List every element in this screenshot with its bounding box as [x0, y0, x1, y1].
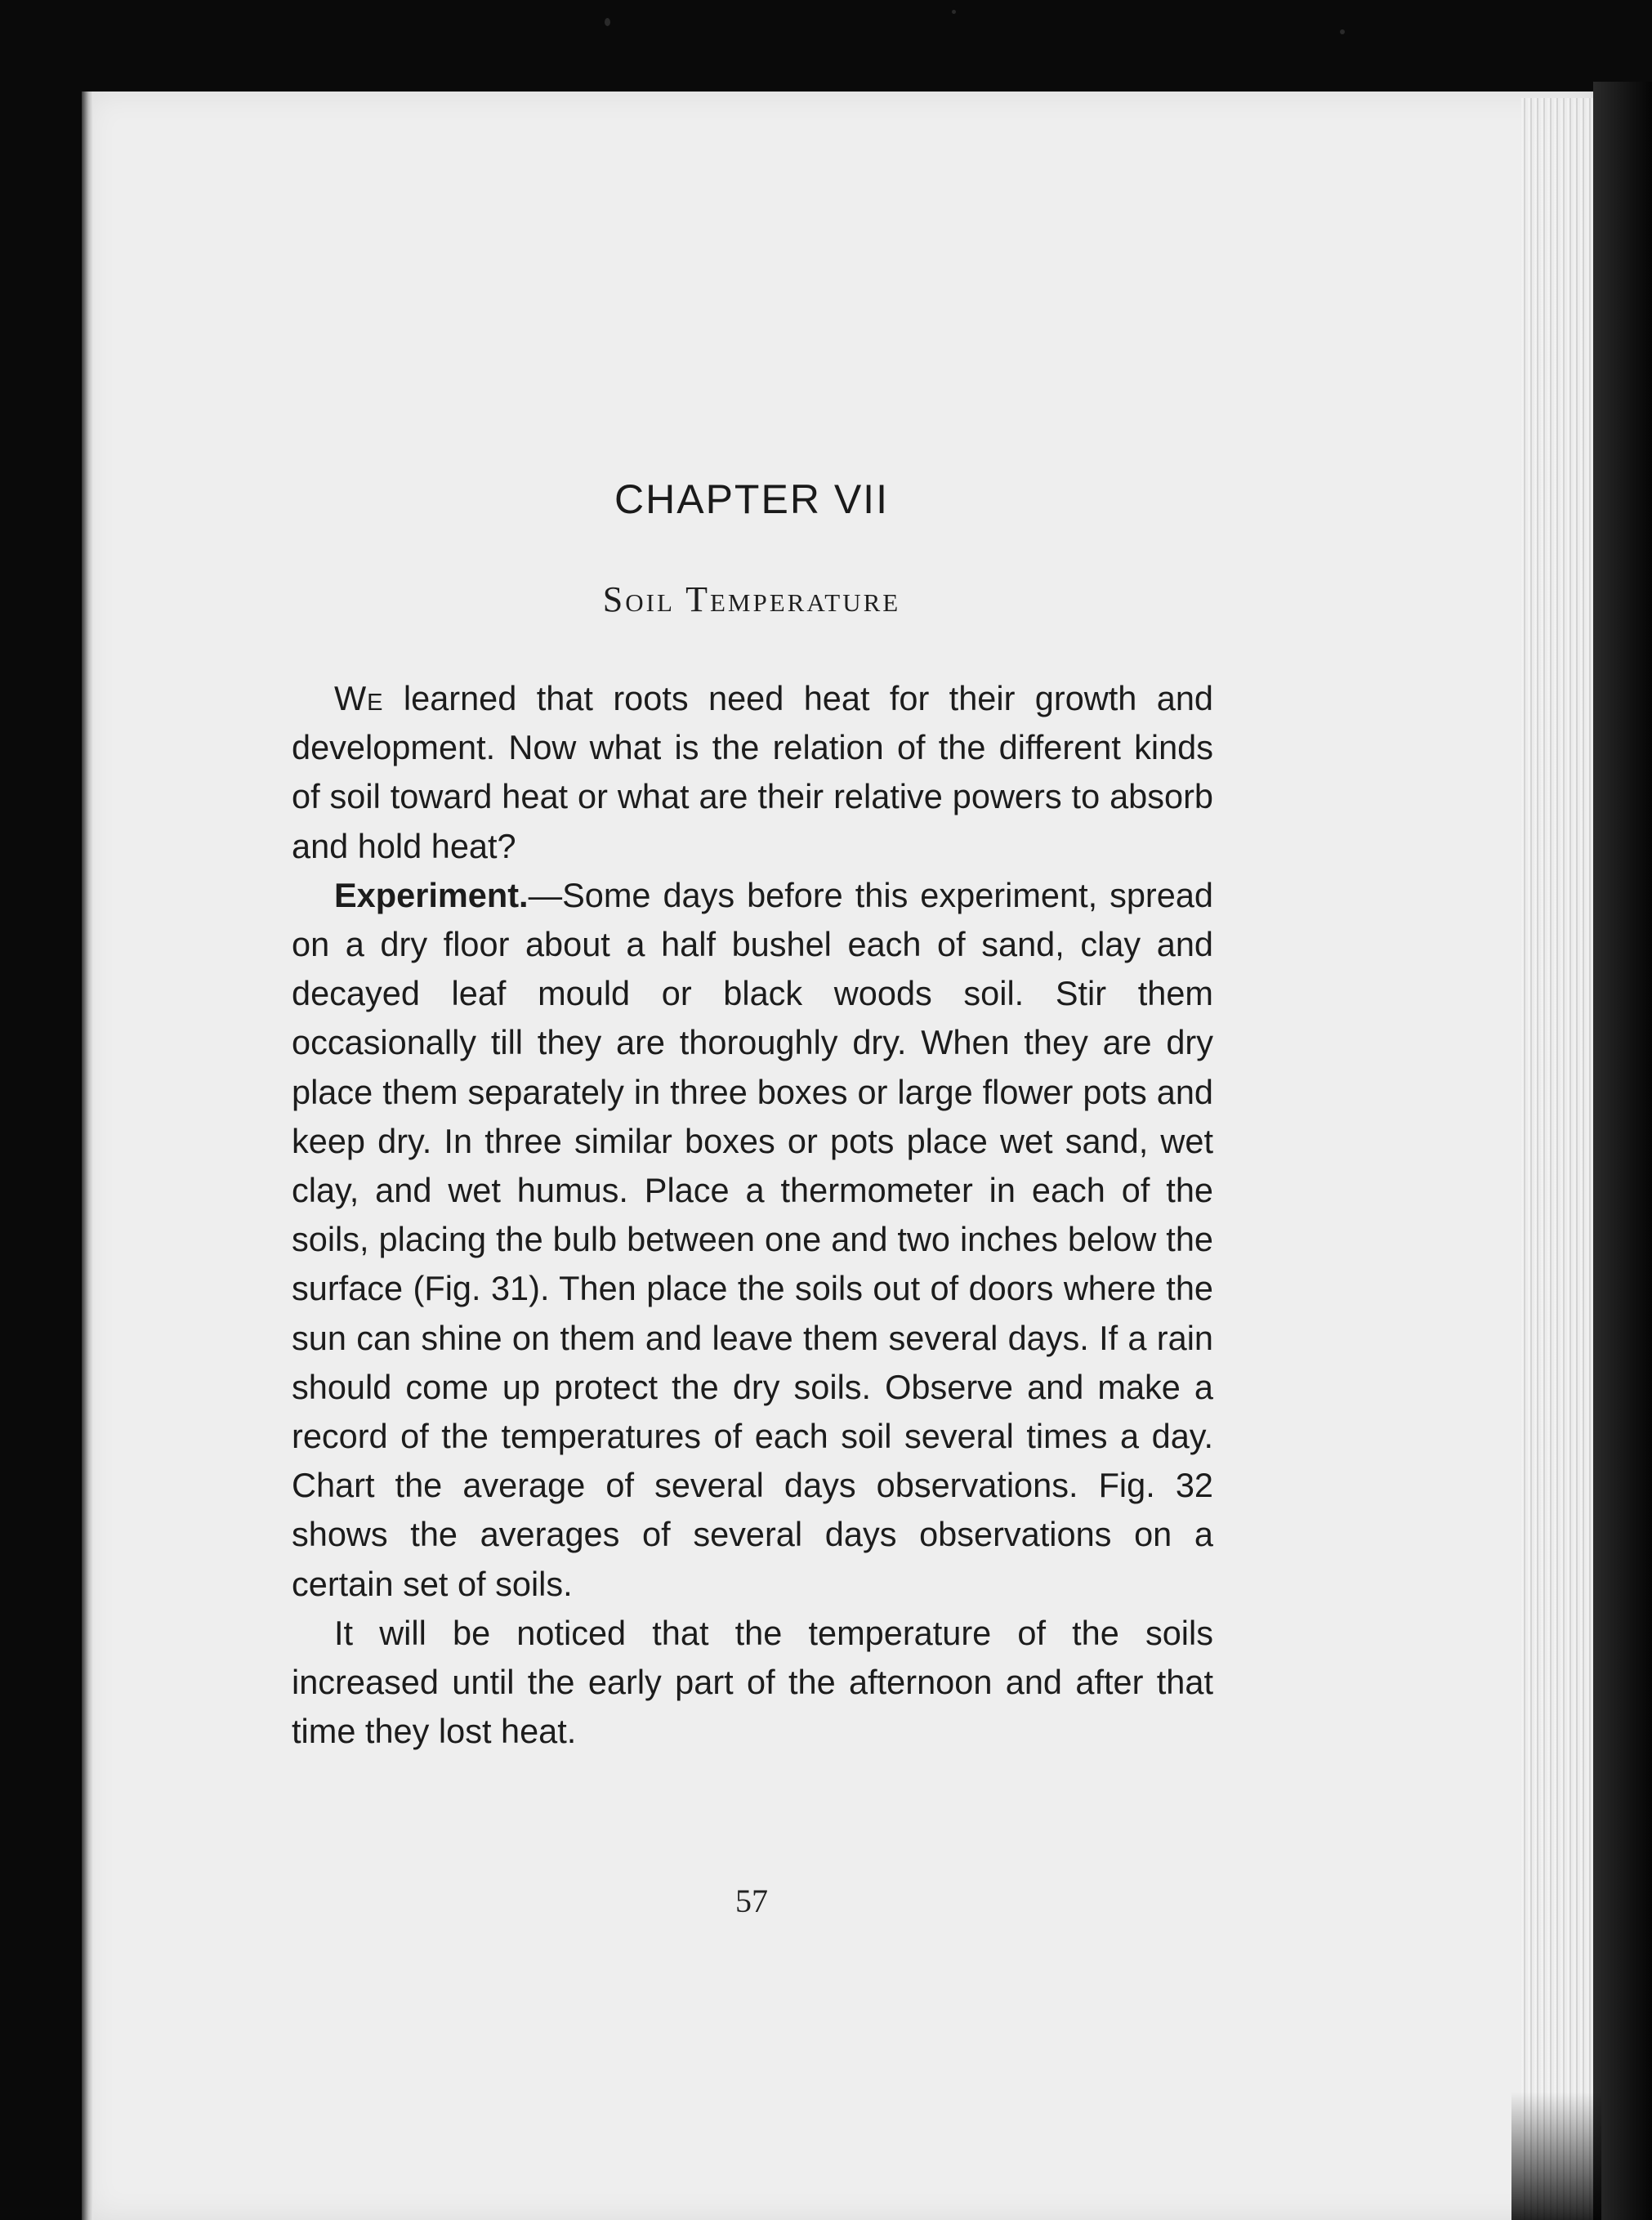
chapter-heading: CHAPTER VII	[614, 476, 889, 522]
paragraph-text: It will be noticed that the temperature of the soils increased until the early part of the afternoon and after that time they lost heat.	[292, 1613, 1213, 1751]
paragraph	[292, 674, 1213, 871]
paragraph-lead: We	[334, 679, 384, 717]
body-text	[292, 674, 1213, 1756]
section-title: Soil Temperature	[602, 579, 901, 619]
paragraph-text: learned that roots need heat for their growth and development. Now what is the relation of the different kinds of soil toward heat or what are their relative powers to absorb and hold heat?	[292, 679, 1213, 865]
page-number: 57	[735, 1883, 768, 1919]
paragraph	[292, 871, 1213, 1609]
run-in-heading: Experiment.	[334, 875, 529, 914]
paragraph-text: —Some days before this experiment, spread on a dry floor about a half bushel each of sand, clay and decayed leaf mould or black woods soil. Stir them occasionally till they are thoroughly dry. When they are dry place them separately in three boxes or large flower pots and keep dry. In three similar boxes or pots place wet sand, wet clay, and wet humus. Place a thermometer in each of the soils, placing the bulb between one and two inches below the surface (Fig. 31). Then place the soils out of doors where the sun can shine on them and leave them several days. If a rain should come up protect the dry soils. Observe and make a record of the temperatures of each soil several times a day. Chart the average of several days observations. Fig. 32 shows the averages of several days observations on a certain set of soils.	[292, 875, 1213, 1603]
paragraph	[292, 1609, 1213, 1757]
